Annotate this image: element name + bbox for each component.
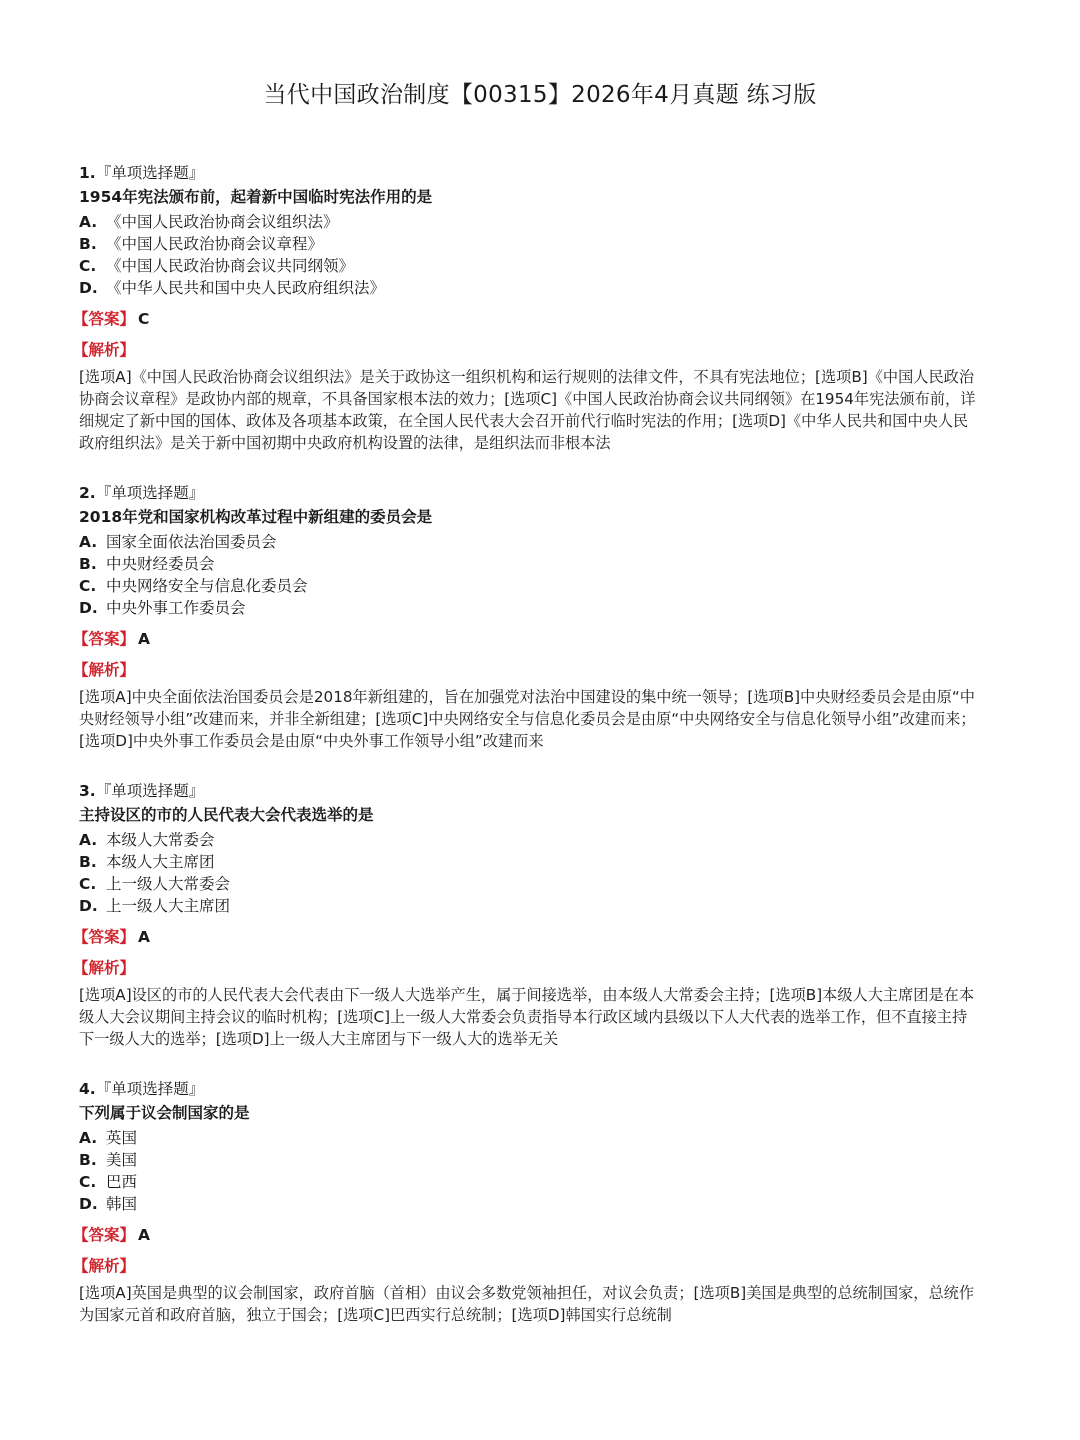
question-number: 4.	[79, 1080, 96, 1098]
option-d	[79, 1193, 979, 1215]
option-letter: A.	[79, 1129, 98, 1147]
option-letter: C.	[79, 257, 97, 275]
option-text: 美国	[106, 1151, 138, 1169]
answer-tag: 【答案】	[73, 310, 136, 328]
option-b	[79, 553, 979, 575]
analysis-tag: 【解析】	[73, 661, 136, 679]
answer-value: A	[138, 928, 151, 946]
option-text: 本级人大主席团	[106, 853, 215, 871]
analysis-tag: 【解析】	[73, 341, 136, 359]
question-number: 1.	[79, 164, 96, 182]
question-stem: 下列属于议会制国家的是	[79, 1104, 250, 1122]
option-letter: C.	[79, 1173, 97, 1191]
option-a	[79, 531, 979, 553]
option-letter: B.	[79, 1151, 97, 1169]
option-c	[79, 873, 979, 895]
answer-value: C	[138, 310, 150, 328]
answer-tag: 【答案】	[73, 928, 136, 946]
answer-tag: 【答案】	[73, 1226, 136, 1244]
question-type: 『单项选择题』	[95, 164, 205, 182]
answer-value: A	[138, 1226, 151, 1244]
question-stem: 2018年党和国家机构改革过程中新组建的委员会是	[79, 508, 433, 526]
option-d	[79, 895, 979, 917]
option-a	[79, 1127, 979, 1149]
option-letter: D.	[79, 1195, 98, 1213]
option-a	[79, 211, 979, 233]
question-number: 3.	[79, 782, 96, 800]
question-header	[79, 482, 979, 506]
question-3	[73, 780, 979, 1050]
option-text: 本级人大常委会	[106, 831, 215, 849]
option-a	[79, 829, 979, 851]
analysis-text: [选项A]中央全面依法治国委员会是2018年新组建的，旨在加强党对法治中国建设的集中统一领导；[选项B]中央财经委员会是由原“中央财经领导小组”改建而来，并非全新组建；[选项C]中央网络安全与信息化委员会是由原“中央网络安全与信息化领导小组”改建而来；[选项D]中央外事工作委员会是由原“中央外事工作领导小组”改建而来	[79, 688, 976, 750]
option-text: 韩国	[106, 1195, 138, 1213]
question-number: 2.	[79, 484, 96, 502]
question-1	[73, 162, 979, 454]
option-letter: A.	[79, 533, 98, 551]
option-letter: B.	[79, 235, 97, 253]
question-stem: 主持设区的市的人民代表大会代表选举的是	[79, 806, 374, 824]
question-type: 『单项选择题』	[95, 782, 205, 800]
option-d	[79, 277, 979, 299]
option-letter: C.	[79, 875, 97, 893]
answer-tag: 【答案】	[73, 630, 136, 648]
question-stem: 1954年宪法颁布前，起着新中国临时宪法作用的是	[79, 188, 433, 206]
question-header	[79, 1078, 979, 1102]
analysis-text: [选项A]英国是典型的议会制国家，政府首脑（首相）由议会多数党领袖担任，对议会负责；[选项B]美国是典型的总统制国家，总统作为国家元首和政府首脑，独立于国会；[选项C]巴西实行总统制；[选项D]韩国实行总统制	[79, 1284, 975, 1324]
answer-value: A	[138, 630, 151, 648]
option-b	[79, 851, 979, 873]
question-4	[73, 1078, 979, 1326]
option-b	[79, 233, 979, 255]
option-c	[79, 255, 979, 277]
option-text: 国家全面依法治国委员会	[106, 533, 277, 551]
answer-line	[73, 1224, 979, 1246]
answer-line	[73, 308, 979, 330]
analysis-text: [选项A]《中国人民政治协商会议组织法》是关于政协这一组织机构和运行规则的法律文件，不具有宪法地位；[选项B]《中国人民政治协商会议章程》是政协内部的规章，不具备国家根本法的效力；[选项C]《中国人民政治协商会议共同纲领》在1954年宪法颁布前，详细规定了新中国的国体、政体及各项基本政策，在全国人民代表大会召开前代行临时宪法的作用；[选项D]《中华人民共和国中央人民政府组织法》是关于新中国初期中央政府机构设置的法律，是组织法而非根本法	[79, 368, 976, 452]
answer-line	[73, 628, 979, 650]
option-letter: A.	[79, 213, 98, 231]
option-letter: C.	[79, 577, 97, 595]
option-c	[79, 1171, 979, 1193]
option-letter: A.	[79, 831, 98, 849]
option-b	[79, 1149, 979, 1171]
option-text: 上一级人大主席团	[106, 897, 231, 915]
question-header	[79, 162, 979, 186]
option-text: 中央财经委员会	[106, 555, 215, 573]
question-type: 『单项选择题』	[95, 1080, 205, 1098]
answer-line	[73, 926, 979, 948]
analysis-text: [选项A]设区的市的人民代表大会代表由下一级人大选举产生，属于间接选举，由本级人大常委会主持；[选项B]本级人大主席团是在本级人大会议期间主持会议的临时机构；[选项C]上一级人大常委会负责指导本行政区域内县级以下人大代表的选举工作，但不直接主持下一级人大的选举；[选项D]上一级人大主席团与下一级人大的选举无关	[79, 986, 975, 1048]
option-letter: D.	[79, 897, 98, 915]
option-letter: D.	[79, 279, 98, 297]
option-text: 巴西	[106, 1173, 138, 1191]
question-2	[73, 482, 979, 752]
option-letter: B.	[79, 853, 97, 871]
option-letter: B.	[79, 555, 97, 573]
option-text: 上一级人大常委会	[106, 875, 231, 893]
document-title: 当代中国政治制度【00315】2026年4月真题 练习版	[263, 82, 817, 108]
option-text: 《中国人民政治协商会议章程》	[106, 235, 324, 253]
analysis-tag: 【解析】	[73, 959, 136, 977]
analysis-tag: 【解析】	[73, 1257, 136, 1275]
option-text: 《中国人民政治协商会议组织法》	[106, 213, 339, 231]
option-c	[79, 575, 979, 597]
question-header	[79, 780, 979, 804]
option-letter: D.	[79, 599, 98, 617]
option-text: 《中华人民共和国中央人民政府组织法》	[106, 279, 386, 297]
option-d	[79, 597, 979, 619]
option-text: 英国	[106, 1129, 138, 1147]
option-text: 中央外事工作委员会	[106, 599, 246, 617]
option-text: 《中国人民政治协商会议共同纲领》	[106, 257, 355, 275]
option-text: 中央网络安全与信息化委员会	[106, 577, 308, 595]
question-type: 『单项选择题』	[95, 484, 205, 502]
